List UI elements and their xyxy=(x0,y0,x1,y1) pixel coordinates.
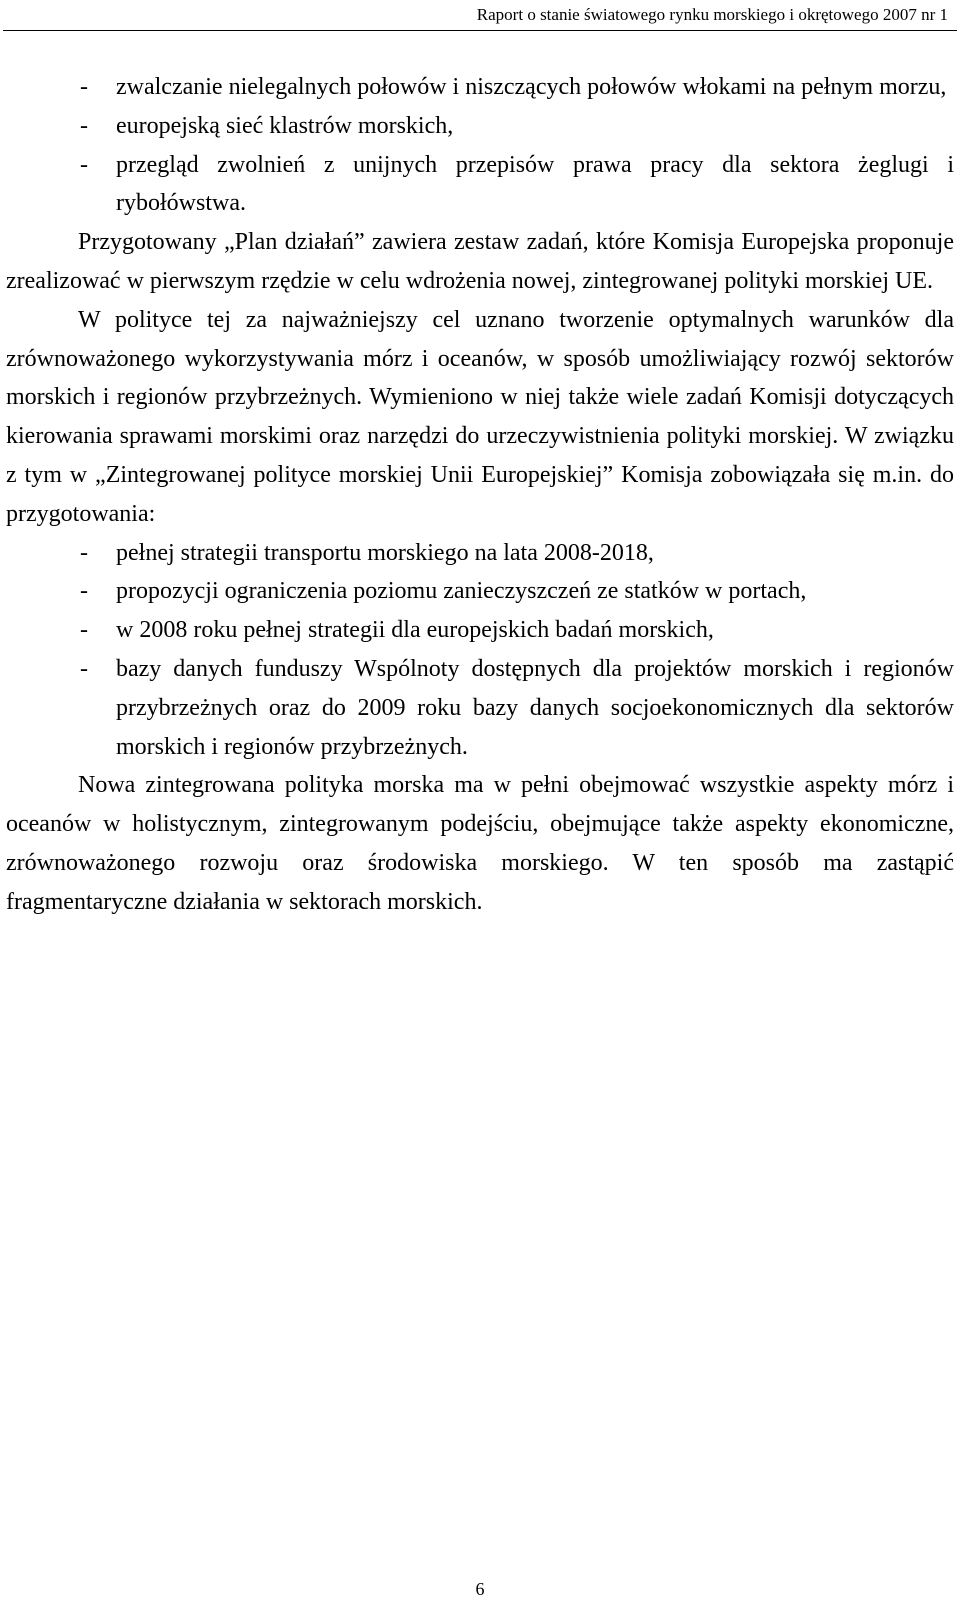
list-item xyxy=(6,534,954,573)
list-item-text: pełnej strategii transportu morskiego na lata 2008-2018, xyxy=(116,539,654,566)
bullet-dash: - xyxy=(80,539,88,566)
list-item-text: w 2008 roku pełnej strategii dla europejskich badań morskich, xyxy=(116,617,714,644)
paragraph: Nowa zintegrowana polityka morska ma w pełni obejmować wszystkie aspekty mórz i oceanów w holistycznym, zintegrowanym podejściu, obejmujące także aspekty ekonomiczne, zrównoważonego rozwoju oraz środowiska morskiego. W ten sposób ma zastąpić fragmentaryczne działania w sektorach morskich. xyxy=(6,772,954,915)
document-body xyxy=(6,68,954,922)
list-item xyxy=(6,146,954,224)
page-number: 6 xyxy=(475,1579,485,1599)
list-item-text: bazy danych funduszy Wspólnoty dostępnych dla projektów morskich i regionów przybrzeżnych oraz do 2009 roku bazy danych socjoekonomicznych dla sektorów morskich i regionów przybrzeżnych. xyxy=(116,655,954,760)
bullet-dash: - xyxy=(80,151,88,178)
bullet-dash: - xyxy=(80,74,88,100)
list-item-text: europejską sieć klastrów morskich, xyxy=(116,112,454,139)
header-rule xyxy=(3,30,957,31)
list-item xyxy=(6,107,954,146)
running-header: Raport o stanie światowego rynku morskiego i okrętowego 2007 nr 1 xyxy=(476,5,948,24)
list-item xyxy=(6,650,954,766)
list-item xyxy=(6,611,954,650)
bullet-dash: - xyxy=(80,655,88,682)
paragraph: Przygotowany „Plan działań” zawiera zestaw zadań, które Komisja Europejska proponuje zrealizować w pierwszym rzędzie w celu wdrożenia nowej, zintegrowanej polityki morskiej UE. xyxy=(6,229,954,294)
list-item-text: przegląd zwolnień z unijnych przepisów prawa pracy dla sektora żeglugi i rybołówstwa. xyxy=(116,151,954,217)
bullet-dash: - xyxy=(80,617,88,644)
list-item-text: zwalczanie nielegalnych połowów i niszczących połowów włokami na pełnym morzu, xyxy=(116,74,947,100)
list-item xyxy=(6,572,954,611)
list-item-text: propozycji ograniczenia poziomu zanieczyszczeń ze statków w portach, xyxy=(116,578,807,605)
list-item xyxy=(6,68,954,107)
bullet-dash: - xyxy=(80,112,88,139)
paragraph: W polityce tej za najważniejszy cel uznano tworzenie optymalnych warunków dla zrównoważonego wykorzystywania mórz i oceanów, w sposób umożliwiający rozwój sektorów morskich i regionów przybrzeżnych. Wymieniono w niej także wiele zadań Komisji dotyczących kierowania sprawami morskimi oraz narzędzi do urzeczywistnienia polityki morskiej. W związku z tym w „Zintegrowanej polityce morskiej Unii Europejskiej” Komisja zobowiązała się m.in. do przygotowania: xyxy=(6,306,954,527)
bullet-dash: - xyxy=(80,578,88,605)
